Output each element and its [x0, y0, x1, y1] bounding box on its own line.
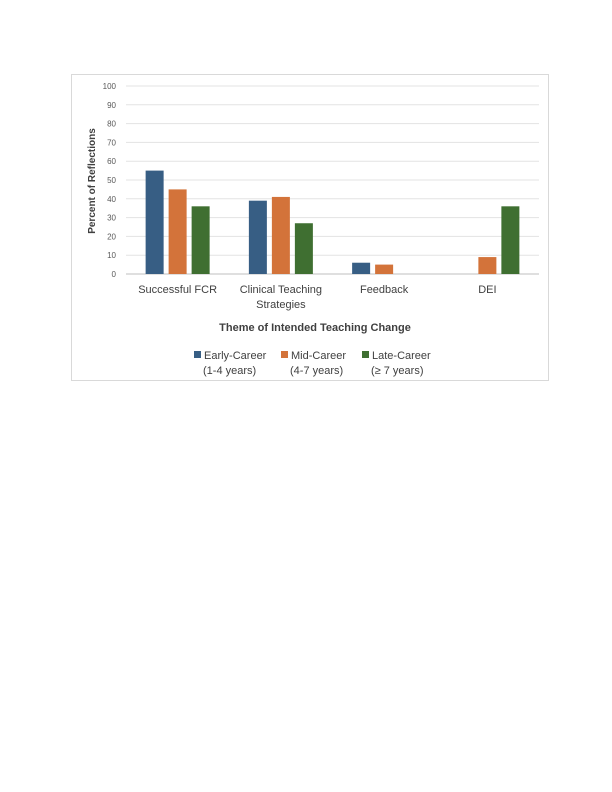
- y-tick-label: 90: [107, 100, 116, 110]
- legend-swatch: [281, 351, 288, 358]
- y-tick-label: 80: [107, 119, 116, 129]
- y-tick-label: 70: [107, 138, 116, 148]
- x-tick-label: Strategies: [256, 299, 306, 311]
- category-labels: [138, 284, 496, 311]
- legend-swatch: [194, 351, 201, 358]
- y-tick-label: 100: [102, 82, 116, 91]
- bar: [146, 171, 164, 274]
- y-tick-label: 40: [107, 194, 116, 204]
- bar: [295, 223, 313, 274]
- y-tick-labels: [103, 82, 117, 279]
- bar: [375, 265, 393, 274]
- x-tick-label: DEI: [478, 284, 497, 296]
- y-tick-label: 60: [107, 157, 116, 167]
- bar: [478, 257, 496, 274]
- legend-label: Early-Career: [204, 350, 267, 362]
- y-tick-label: 50: [107, 176, 116, 185]
- legend-swatch: [362, 351, 369, 358]
- legend-label: Mid-Career: [291, 350, 347, 362]
- y-tick-label: 0: [111, 270, 116, 279]
- bar-chart: [72, 75, 550, 382]
- gridlines: [126, 86, 539, 274]
- y-tick-label: 20: [107, 232, 116, 242]
- bar: [249, 201, 267, 274]
- y-tick-label: 10: [107, 251, 116, 261]
- x-tick-label: Feedback: [359, 284, 409, 296]
- legend-label: Late-Career: [372, 350, 431, 362]
- bar: [352, 263, 370, 274]
- x-tick-label: Successful FCR: [138, 284, 218, 296]
- legend: [194, 350, 431, 377]
- bar: [501, 206, 519, 274]
- x-axis-title: Theme of Intended Teaching Change: [219, 322, 411, 334]
- x-tick-label: Clinical Teaching: [239, 284, 323, 296]
- legend-label: (1-4 years): [203, 365, 257, 377]
- y-axis-title: Percent of Reflections: [87, 128, 98, 234]
- chart-frame: [71, 74, 549, 381]
- bars: [146, 171, 520, 274]
- legend-label: (4-7 years): [290, 365, 344, 377]
- bar: [169, 189, 187, 274]
- bar: [192, 206, 210, 274]
- bar: [272, 197, 290, 274]
- legend-label: (≥ 7 years): [371, 365, 424, 377]
- y-tick-label: 30: [107, 213, 116, 223]
